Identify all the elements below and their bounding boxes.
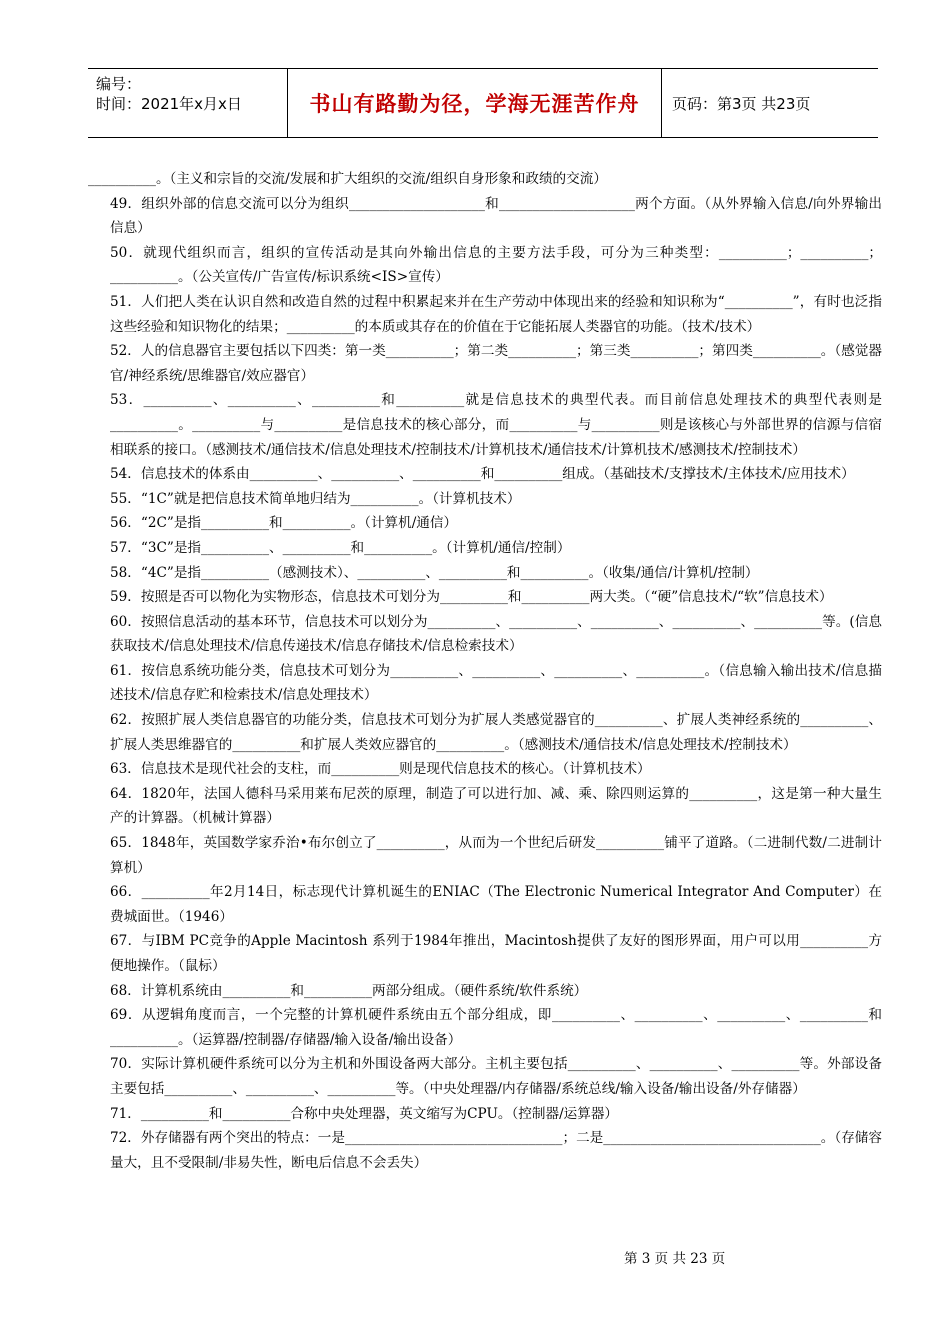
- question-paragraph: 53．__________、__________、__________和__________就是信息技术的典型代表。而目前信息处理技术的典型代表则是__________。__________与__________是信息技术的核心部分，而__________与__________则是该核心与外部世界的信源与信宿相联系的接口。（感测技术/通信技术/信息处理技术/控制技术/计算机技术/通信技术/计算机技术/感测技术/控制技术）: [110, 392, 882, 458]
- question-paragraph: 59．按照是否可以物化为实物形态，信息技术可划分为__________和__________两大类。（“硬”信息技术/“软”信息技术）: [110, 589, 833, 606]
- page-footer: 第 3 页 共 23 页: [624, 1251, 726, 1267]
- header-meta: [88, 69, 287, 137]
- question-paragraph: 56．“2C”是指__________和__________。（计算机/通信）: [110, 515, 458, 532]
- time-label: 时间：2021年x月x日: [96, 95, 242, 113]
- question-paragraph: 55．“1C”就是把信息技术简单地归结为__________。（计算机技术）: [110, 490, 521, 507]
- question-paragraph: 60．按照信息活动的基本环节，信息技术可以划分为__________、__________、__________、__________、__________等。(信息获取技术/信息处理技术/信息传递技术/信息存储技术/信息检索技术）: [110, 613, 882, 655]
- header-motto: [287, 69, 662, 137]
- question-paragraph: 72．外存储器有两个突出的特点：一是________________________________；二是________________________________。（存储容量大，且不受限制/非易失性，断电后信息不会丢失）: [110, 1130, 882, 1171]
- page-label: 页码：第3页 共23页: [672, 94, 811, 113]
- question-paragraph: 50．就现代组织而言，组织的宣传活动是其向外输出信息的主要方法手段，可分为三种类型：__________；__________；__________。（公关宣传/广告宣传/标识系统<IS>宣传）: [110, 244, 882, 286]
- question-paragraph: 57．“3C”是指__________、__________和__________。（计算机/通信/控制）: [110, 539, 571, 556]
- header-page: [662, 69, 878, 137]
- question-paragraph: 66．__________年2月14日，标志现代计算机诞生的ENIAC（The Electronic Numerical Integrator And Computer）在费城面世。（1946）: [110, 884, 882, 925]
- question-list: [88, 167, 882, 1175]
- number-label: 编号：: [96, 75, 142, 93]
- page-header: [88, 68, 878, 138]
- motto-text: 书山有路勤为径，学海无涯苦作舟: [309, 92, 640, 116]
- question-paragraph: 69．从逻辑角度而言，一个完整的计算机硬件系统由五个部分组成，即__________、__________、__________、__________和__________。（运算器/控制器/存储器/输入设备/输出设备）: [110, 1007, 882, 1048]
- question-paragraph: 54．信息技术的体系由__________、__________、__________和__________组成。（基础技术/支撑技术/主体技术/应用技术）: [110, 466, 855, 483]
- question-paragraph: 68．计算机系统由__________和__________两部分组成。（硬件系统/软件系统）: [110, 982, 588, 999]
- question-paragraph: 71．__________和__________合称中央处理器，英文缩写为CPU。（控制器/运算器）: [110, 1105, 619, 1122]
- question-paragraph: 52．人的信息器官主要包括以下四类：第一类__________；第二类__________；第三类__________；第四类__________。（感觉器官/神经系统/思维器官/效应器官）: [110, 343, 882, 384]
- question-paragraph: 49．组织外部的信息交流可以分为组织____________________和____________________两个方面。（从外界输入信息/向外界输出信息）: [110, 195, 882, 237]
- question-paragraph: 67．与IBM PC竞争的Apple Macintosh 系列于1984年推出，Macintosh提供了友好的图形界面，用户可以用__________方便地操作。（鼠标）: [110, 933, 882, 974]
- question-paragraph: 51．人们把人类在认识自然和改造自然的过程中积累起来并在生产劳动中体现出来的经验和知识称为“__________”，有时也泛指这些经验和知识物化的结果；__________的本质或其存在的价值在于它能拓展人类器官的功能。（技术/技术）: [110, 293, 882, 335]
- question-paragraph: __________。（主义和宗旨的交流/发展和扩大组织的交流/组织自身形象和政绩的交流）: [88, 171, 607, 187]
- question-paragraph: 64．1820年，法国人德科马采用莱布尼茨的原理，制造了可以进行加、减、乘、除四则运算的__________，这是第一种大量生产的计算器。（机械计算器）: [110, 785, 882, 827]
- question-paragraph: 63．信息技术是现代社会的支柱，而__________则是现代信息技术的核心。（计算机技术）: [110, 761, 651, 778]
- question-paragraph: 61．按信息系统功能分类，信息技术可划分为__________、__________、__________、__________。（信息输入输出技术/信息描述技术/信息存贮和检索技术/信息处理技术）: [110, 662, 882, 704]
- question-paragraph: 65．1848年，英国数学家乔治•布尔创立了__________，从而为一个世纪后研发__________铺平了道路。（二进制代数/二进制计算机）: [110, 835, 882, 876]
- question-paragraph: 70．实际计算机硬件系统可以分为主机和外围设备两大部分。主机主要包括__________、__________、__________等。外部设备主要包括__________、__________、__________等。（中央处理器/内存储器/系统总线/输入设备/输出设备/外存储器）: [110, 1056, 882, 1097]
- question-paragraph: 58．“4C”是指__________（感测技术）、__________、__________和__________。（收集/通信/计算机/控制）: [110, 564, 759, 581]
- question-paragraph: 62．按照扩展人类信息器官的功能分类，信息技术可划分为扩展人类感觉器官的__________、扩展人类神经系统的__________、扩展人类思维器官的__________和扩展人类效应器官的__________。（感测技术/通信技术/信息处理技术/控制技术）: [110, 712, 882, 753]
